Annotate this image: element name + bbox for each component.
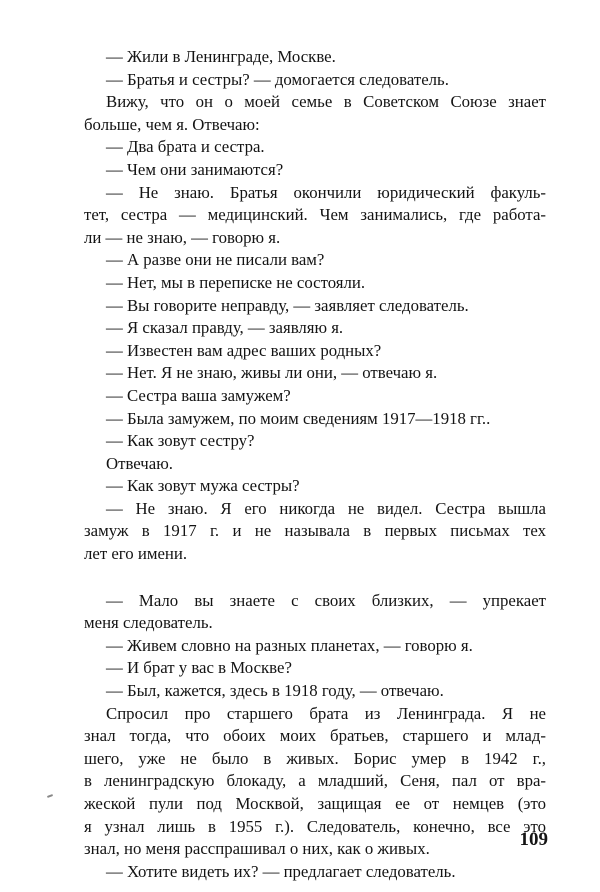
text-line: — Живем словно на разных планетах, — говорю я. — [106, 635, 473, 655]
text-line: — Я сказал правду, — заявляю я. — [106, 318, 344, 338]
text-line: — Братья и сестры? — домогается следователь. — [106, 69, 449, 89]
text-line: — Не знаю. Я его никогда не видел. Сестра вышла — [106, 498, 546, 518]
text-line: жеской пули под Москвой, защищая ее от немцев (это — [84, 794, 546, 813]
text-line: — Сестра ваша замужем? — [106, 385, 291, 405]
text-line: тет, сестра — медицинский. Чем занимались, где работа- — [84, 205, 546, 225]
page-number: 109 — [519, 829, 548, 850]
text-line: — Нет. Я не знаю, живы ли они, — отвечаю я. — [106, 363, 438, 383]
text-line: — Мало вы знаете с своих близких, — упрекает — [106, 590, 546, 610]
text-line: — Чем они занимаются? — [106, 159, 284, 179]
text-line: — А разве они не писали вам? — [106, 250, 325, 270]
section-gap — [84, 566, 546, 590]
text-line: знал, но меня расспрашивал о них, как о живых. — [84, 839, 430, 859]
text-line: лет его имени. — [84, 544, 188, 564]
text-line: знал тогда, что обоих моих братьев, старшего и млад- — [84, 726, 546, 746]
text-line: — Не знаю. Братья окончили юридический факуль- — [106, 182, 546, 202]
text-line: Спросил про старшего брата из Ленинграда. Я не — [106, 703, 546, 723]
text-line: замуж в 1917 г. и не называла в первых письмах тех — [84, 521, 546, 541]
text-line: — Два брата и сестра. — [106, 137, 265, 157]
text-line: — Вы говорите неправду, — заявляет следователь. — [106, 295, 469, 315]
text-line: — Нет, мы в переписке не состояли. — [106, 272, 366, 292]
text-line: ли — не знаю, — говорю я. — [84, 227, 281, 247]
text-line: — И брат у вас в Москве? — [106, 658, 292, 678]
text-line: больше, чем я. Отвечаю: — [84, 114, 260, 134]
text-line: в ленинградскую блокаду, а младший, Сеня, пал от вра- — [84, 771, 546, 791]
text-line: — Хотите видеть их? — предлагает следователь. — [106, 861, 456, 881]
text-line: Вижу, что он о моей семье в Советском Союзе знает — [106, 92, 546, 112]
text-line: шего, уже не было в живых. Борис умер в 1942 г., — [84, 748, 546, 768]
ink-smudge — [47, 794, 53, 798]
text-line: — Была замужем, по моим сведениям 1917—1918 гг.. — [106, 408, 491, 428]
text-line: — Как зовут сестру? — [106, 431, 255, 451]
text-line: меня следователь. — [84, 613, 213, 633]
text-line: — Жили в Ленинграде, Москве. — [106, 47, 336, 66]
text-line: — Был, кажется, здесь в 1918 году, — отвечаю. — [106, 681, 444, 701]
text-line: Отвечаю. — [106, 453, 173, 473]
page-text — [84, 46, 546, 883]
text-line: — Известен вам адрес ваших родных? — [106, 340, 382, 360]
text-line: — Как зовут мужа сестры? — [106, 476, 300, 496]
text-line: я узнал лишь в 1955 г.). Следователь, конечно, все это — [84, 816, 546, 836]
